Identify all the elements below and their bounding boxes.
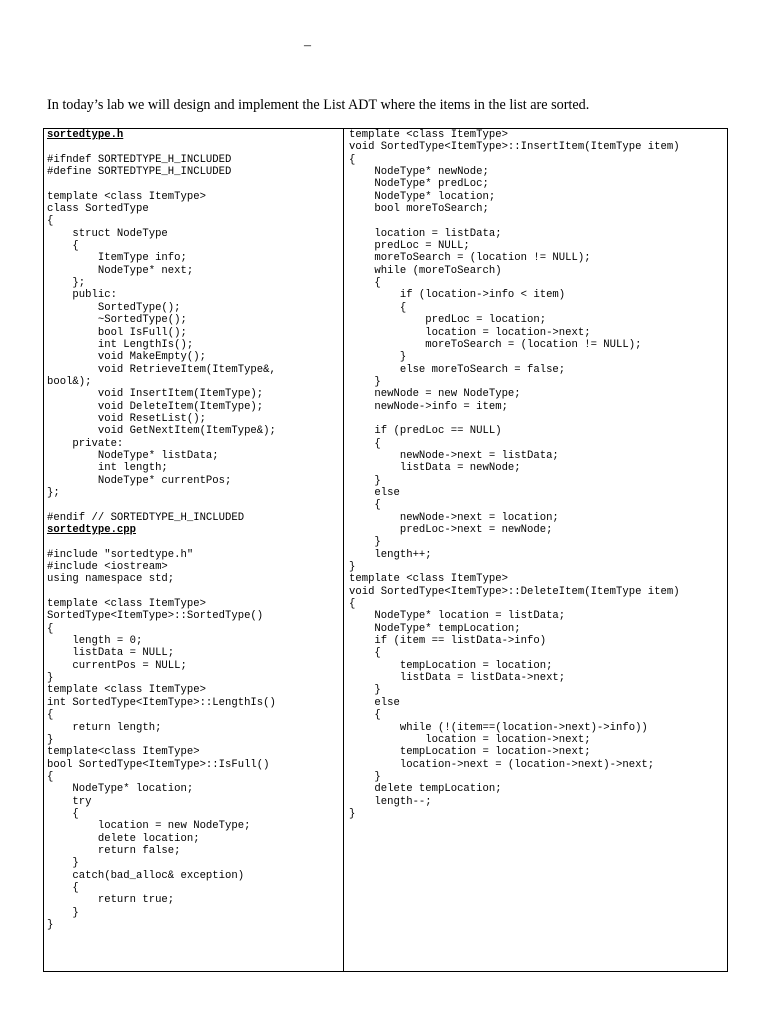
spacer <box>47 536 343 548</box>
header-file-code: #ifndef SORTEDTYPE_H_INCLUDED #define SORTEDTYPE_H_INCLUDED template <class ItemType> class SortedType { struct NodeType { ItemType info; NodeType* next; }; public: SortedType(); ~SortedType(); bool IsFull(); int LengthIs(); void MakeEmpty(); void RetrieveItem(ItemType&, bool&); void InsertItem(ItemType); void DeleteItem(ItemType); void ResetList(); void GetNextItem(ItemType&); private: NodeType* listData; int length; NodeType* currentPos; }; #endif // SORTEDTYPE_H_INCLUDED <box>47 153 276 524</box>
source-file-title: sortedtype.cpp <box>47 524 137 536</box>
code-table <box>43 128 728 972</box>
header-dash: – <box>304 38 311 53</box>
header-file-title: sortedtype.h <box>47 129 124 141</box>
right-code-column <box>344 129 727 971</box>
left-code-column <box>44 129 344 971</box>
source-file-code: #include "sortedtype.h" #include <iostream> using namespace std; template <class ItemType> SortedType<ItemType>::SortedType() { length = 0; listData = NULL; currentPos = NULL; } template <class ItemType> int SortedType<ItemType>::LengthIs() { return length; } template<class ItemType> bool SortedType<ItemType>::IsFull() { NodeType* location; try { location = new NodeType; delete location; return false; } catch(bad_alloc& exception) { return true; } } <box>47 548 276 931</box>
insert-delete-code: template <class ItemType> void SortedType<ItemType>::InsertItem(ItemType item) { NodeType* newNode; NodeType* predLoc; NodeType* location; bool moreToSearch; location = listData; predLoc = NULL; moreToSearch = (location != NULL); while (moreToSearch) { if (location->info < item) { predLoc = location; location = location->next; moreToSearch = (location != NULL); } else moreToSearch = false; } newNode = new NodeType; newNode->info = item; if (predLoc == NULL) { newNode->next = listData; listData = newNode; } else { newNode->next = location; predLoc->next = newNode; } length++; } template <class ItemType> void SortedType<ItemType>::DeleteItem(ItemType item) { NodeType* location = listData; NodeType* tempLocation; if (item == listData->info) { tempLocation = location; listData = listData->next; } else { while (!(item==(location->next)->info)) location = location->next; tempLocation = location->next; location->next = (location->next)->next; } delete tempLocation; length--; } <box>349 129 680 820</box>
intro-paragraph: In today’s lab we will design and implement the List ADT where the items in the list are sorted. <box>47 97 590 113</box>
spacer <box>47 141 343 153</box>
